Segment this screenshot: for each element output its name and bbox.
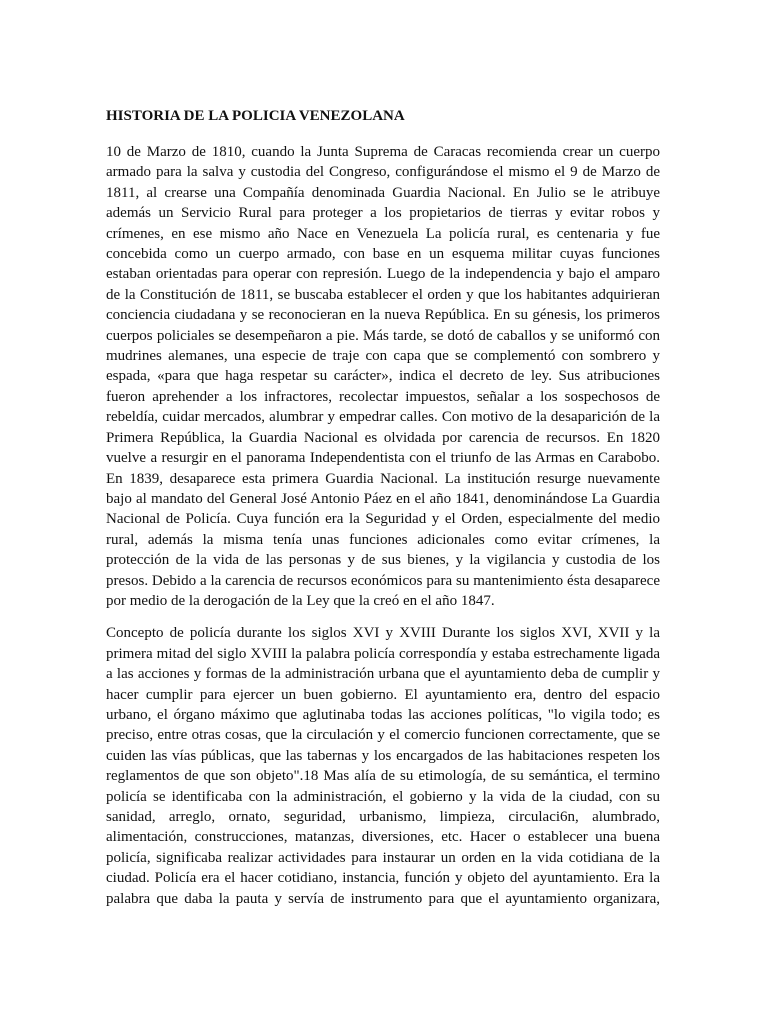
document-body [106,106,660,921]
paragraph-history: 10 de Marzo de 1810, cuando la Junta Suprema de Caracas recomienda crear un cuerpo armado para la salva y custodia del Congreso, configurándose el mismo el 9 de Marzo de 1811, al crearse una Compañía denominada Guardia Nacional. En Julio se le atribuye además un Servicio Rural para proteger a los propietarios de tierras y evitar robos y crímenes, en ese mismo año Nace en Venezuela La policía rural, es centenaria y fue concebida como un cuerpo armado, con base en un esquema militar cuyas funciones estaban orientadas para operar con represión. Luego de la independencia y bajo el amparo de la Constitución de 1811, se buscaba establecer el orden y que los habitantes adquirieran conciencia ciudadana y se reconocieran en la nueva República. En su génesis, los primeros cuerpos policiales se desempeñaron a pie. Más tarde, se dotó de caballos y se uniformó con mudrines alemanes, una especie de traje con capa que se complementó con sombrero y espada, «para que haga respetar su carácter», indica el decreto de ley. Sus atribuciones fueron aprehender a los infractores, recolectar impuestos, señalar a los sospechosos de rebeldía, cuidar mercados, alumbrar y empedrar calles. Con motivo de la desaparición de la Primera República, la Guardia Nacional es olvidada por carencia de recursos. En 1820 vuelve a resurgir en el panorama Independentista con el triunfo de las Armas en Carabobo. En 1839, desaparece esta primera Guardia Nacional. La institución resurge nuevamente bajo al mandato del General José Antonio Páez en el año 1841, denominándose La Guardia Nacional de Policía. Cuya función era la Seguridad y el Orden, especialmente del medio rural, además la misma tenía unas funciones adicionales como evitar crímenes, la protección de la vida de las personas y de sus bienes, y la vigilancia y custodia de los presos. Debido a la carencia de recursos económicos para su mantenimiento ésta desaparece por medio de la derogación de la Ley que la creó en el año 1847. [106,144,660,609]
document-title: HISTORIA DE LA POLICIA VENEZOLANA [106,108,405,124]
paragraph-concept: Concepto de policía durante los siglos XVI y XVIII Durante los siglos XVI, XVII y la primera mitad del siglo XVIII la palabra policía correspondía y estaba estrechamente ligada a las acciones y formas de la administración urbana que el ayuntamiento deba de cumplir y hacer cumplir para ejercer un buen gobierno. El ayuntamiento era, dentro del espacio urbano, el órgano máximo que aglutinaba todas las acciones políticas, "lo vigila todo; es preciso, entre otras cosas, que la circulación y el comercio funcionen correctamente, que se cuiden las vías públicas, que las tabernas y los encargados de las habitaciones respeten los reglamentos de que son objeto".18 Mas alía de su etimología, de su semántica, el termino policía se identificaba con la administración, el gobierno y la vida de la ciudad, con su sanidad, arreglo, ornato, seguridad, urbanismo, limpieza, circulaci6n, alumbrado, alimentación, construcciones, matanzas, diversiones, etc. Hacer o establecer una buena policía, significaba realizar actividades para instaurar un orden en la vida cotidiana de la ciudad. Policía era el hacer cotidiano, instancia, función y objeto del ayuntamiento. Era la palabra que daba la pauta y servía de instrumento para que el ayuntamiento organizara, [106,625,660,907]
